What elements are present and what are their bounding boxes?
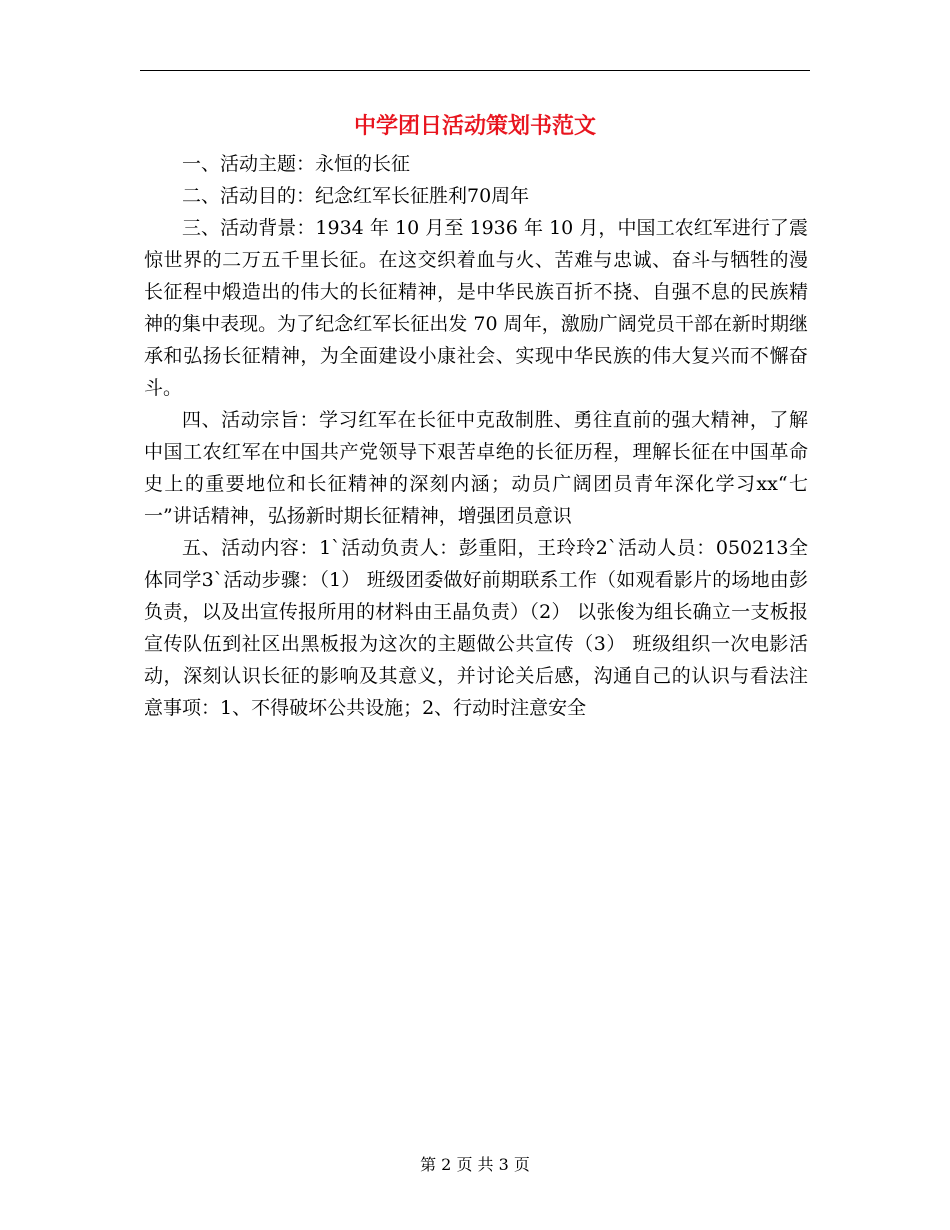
paragraph-theme: 一、活动主题：永恒的长征 [182,153,411,175]
document-body [144,148,808,724]
paragraph-aim: 四、活动宗旨：学习红军在长征中克敌制胜、勇往直前的强大精神，了解中国工农红军在中国共产党领导下艰苦卓绝的长征历程，理解长征在中国革命史上的重要地位和长征精神的深刻内涵；动员广阔团员青年深化学习xx“七一”讲话精神，弘扬新时期长征精神，增强团员意识 [144,409,808,527]
header-rule [140,70,810,71]
document-title: 中学团日活动策划书范文 [353,113,596,139]
paragraph-content: 五、活动内容：1`活动负责人：彭重阳，王玲玲2`活动人员：050213全体同学3`活动步骤：（1） 班级团委做好前期联系工作（如观看影片的场地由彭负责，以及出宣传报所用的材料由王晶负责）（2） 以张俊为组长确立一支板报宣传队伍到社区出黑板报为这次的主题做公共宣传（3） 班级组织一次电影活动，深刻认识长征的影响及其意义，并讨论关后感，沟通自己的认识与看法注意事项：1、不得破坏公共设施；2、行动时注意安全 [144,537,808,719]
page-number: 第 2 页 共 3 页 [420,1155,530,1174]
paragraph-background: 三、活动背景：1934 年 10 月至 1936 年 10 月，中国工农红军进行了震惊世界的二万五千里长征。在这交织着血与火、苦难与忠诚、奋斗与牺牲的漫长征程中煅造出的伟大的长征精神，是中华民族百折不挠、自强不息的民族精神的集中表现。为了纪念红军长征出发 70 周年，激励广阔党员干部在新时期继承和弘扬长征精神，为全面建设小康社会、实现中华民族的伟大复兴而不懈奋斗。 [144,217,808,399]
paragraph-purpose: 二、活动目的：纪念红军长征胜利70周年 [182,185,530,207]
